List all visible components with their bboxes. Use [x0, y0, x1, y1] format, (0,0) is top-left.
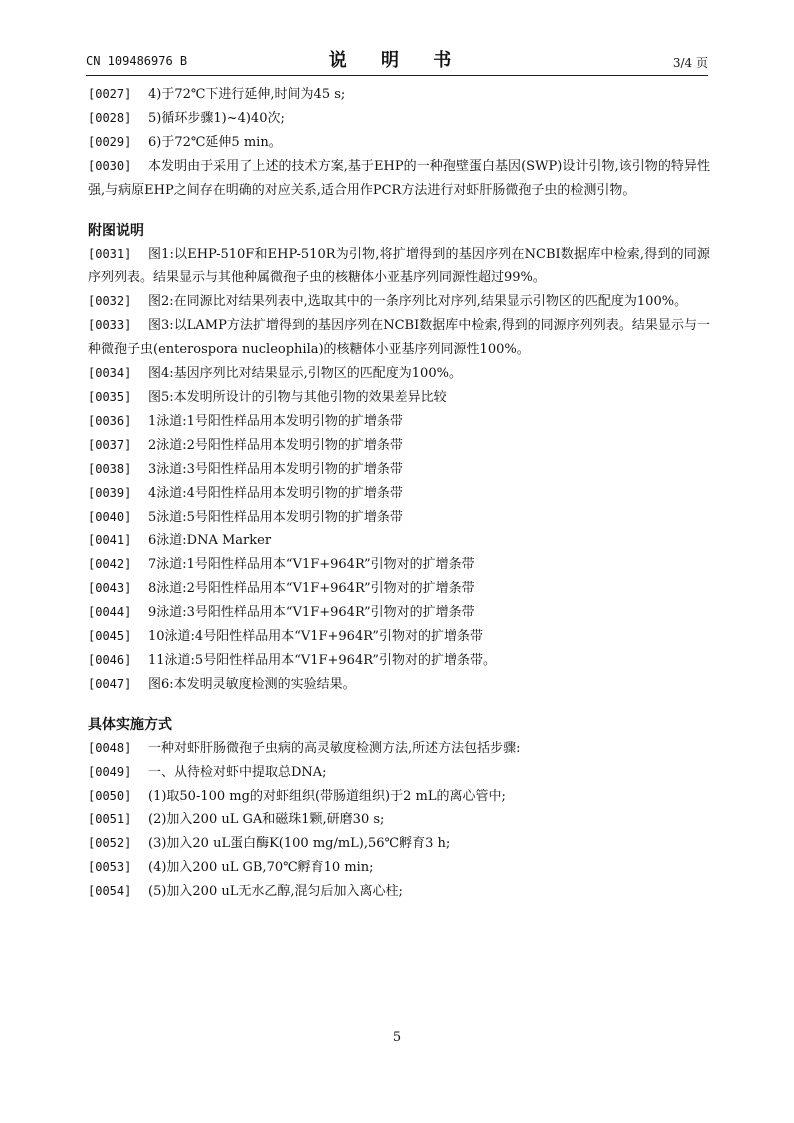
paragraph-text: 一、从待检对虾中提取总DNA;	[148, 764, 327, 780]
paragraph-number: [0038]	[88, 461, 132, 476]
paragraph-number: [0029]	[88, 134, 132, 149]
paragraph-number: [0042]	[88, 557, 132, 572]
paragraph	[88, 458, 710, 482]
paragraph-text: (3)加入20 uL蛋白酶K(100 mg/mL),56℃孵育3 h;	[148, 836, 451, 852]
paragraph-number: [0037]	[88, 437, 132, 452]
paragraph	[88, 601, 710, 625]
paragraph-text: 6)于72℃延伸5 min。	[148, 134, 282, 150]
paragraph-text: 图3:以LAMP方法扩增得到的基因序列在NCBI数据库中检索,得到的同源序列列表。结果显示与一种微孢子虫(enterospora nucleophila)的核糖体小亚基序列同源性100%。	[88, 318, 710, 358]
paragraph	[88, 290, 710, 314]
paragraph-number: [0054]	[88, 884, 132, 899]
paragraph-text: 5)循环步骤1)~4)40次;	[148, 110, 285, 126]
document-title: 说 明 书	[328, 50, 466, 71]
paragraph	[88, 808, 710, 832]
paragraph-number: [0043]	[88, 581, 132, 596]
paragraph-text: 2泳道:2号阳性样品用本发明引物的扩增条带	[148, 437, 403, 453]
paragraph-text: (1)取50-100 mg的对虾组织(带肠道组织)于2 mL的离心管中;	[148, 788, 506, 804]
paragraph	[88, 856, 710, 880]
paragraph-text: 图1:以EHP-510F和EHP-510R为引物,将扩增得到的基因序列在NCBI数据库中检索,得到的同源序列列表。结果显示与其他种属微孢子虫的核糖体小亚基序列同源性超过99%。	[88, 246, 710, 286]
paragraph	[88, 506, 710, 530]
paragraph-text: 3泳道:3号阳性样品用本发明引物的扩增条带	[148, 461, 403, 477]
paragraph	[88, 482, 710, 506]
paragraph-text: (4)加入200 uL GB,70℃孵育10 min;	[148, 860, 374, 876]
paragraph	[88, 673, 710, 697]
paragraph-number: [0032]	[88, 294, 132, 309]
paragraph	[88, 529, 710, 553]
paragraph	[88, 832, 710, 856]
paragraph-text: 一种对虾肝肠微孢子虫病的高灵敏度检测方法,所述方法包括步骤:	[148, 740, 521, 756]
paragraph	[88, 410, 710, 434]
page-number: 5	[392, 1030, 402, 1045]
paragraph-number: [0052]	[88, 836, 132, 851]
paragraph-text: 10泳道:4号阳性样品用本“V1F+964R”引物对的扩增条带	[148, 629, 483, 645]
paragraph-number: [0040]	[88, 509, 132, 524]
paragraph	[88, 362, 710, 386]
paragraph	[88, 577, 710, 601]
paragraph-number: [0049]	[88, 764, 132, 779]
paragraph-number: [0041]	[88, 533, 132, 548]
section-heading: 附图说明	[88, 222, 144, 239]
paragraph-number: [0050]	[88, 788, 132, 803]
paragraph-number: [0044]	[88, 605, 132, 620]
paragraph-number: [0046]	[88, 652, 132, 667]
paragraph-text: 本发明由于采用了上述的技术方案,基于EHP的一种孢壁蛋白基因(SWP)设计引物,该引物的特异性强,与病原EHP之间存在明确的对应关系,适合用作PCR方法进行对虾肝肠微孢子虫的检测引物。	[88, 158, 710, 198]
paragraph	[88, 649, 710, 673]
paragraph-number: [0035]	[88, 389, 132, 404]
paragraph	[88, 737, 710, 761]
paragraph-number: [0036]	[88, 413, 132, 428]
paragraph-number: [0053]	[88, 860, 132, 875]
paragraph-number: [0039]	[88, 485, 132, 500]
paragraph	[88, 785, 710, 809]
paragraph	[88, 880, 710, 904]
paragraph	[88, 83, 710, 107]
paragraph	[88, 625, 710, 649]
paragraph-number: [0027]	[88, 87, 132, 101]
paragraph	[88, 243, 710, 291]
paragraph-text: 6泳道:DNA Marker	[148, 533, 272, 549]
paragraph-number: [0031]	[88, 246, 132, 261]
paragraph	[88, 761, 710, 785]
section-heading: 具体实施方式	[88, 716, 172, 733]
paragraph	[88, 386, 710, 410]
paragraph-text: 图5:本发明所设计的引物与其他引物的效果差异比较	[148, 389, 447, 405]
paragraph-number: [0030]	[88, 158, 132, 173]
paragraph	[88, 434, 710, 458]
paragraph-number: [0051]	[88, 812, 132, 827]
page-info: 3/4 页	[672, 56, 708, 70]
paragraph-text: 4泳道:4号阳性样品用本发明引物的扩增条带	[148, 485, 403, 501]
paragraph	[88, 155, 710, 203]
paragraph-text: (5)加入200 uL无水乙醇,混匀后加入离心柱;	[148, 884, 403, 900]
paragraph-text: 1泳道:1号阳性样品用本发明引物的扩增条带	[148, 413, 403, 429]
paragraph-text: (2)加入200 uL GA和磁珠1颗,研磨30 s;	[148, 812, 385, 828]
paragraph-number: [0045]	[88, 629, 132, 644]
paragraph-text: 11泳道:5号阳性样品用本“V1F+964R”引物对的扩增条带。	[148, 652, 496, 668]
paragraph-text: 图6:本发明灵敏度检测的实验结果。	[148, 676, 356, 692]
paragraph	[88, 553, 710, 577]
header-divider	[86, 75, 708, 76]
paragraph-text: 9泳道:3号阳性样品用本“V1F+964R”引物对的扩增条带	[148, 605, 475, 621]
paragraph-number: [0048]	[88, 740, 132, 755]
paragraph-text: 7泳道:1号阳性样品用本“V1F+964R”引物对的扩增条带	[148, 557, 475, 573]
paragraph-number: [0028]	[88, 110, 132, 125]
paragraph	[88, 107, 710, 131]
paragraph	[88, 131, 710, 155]
paragraph-text: 5泳道:5号阳性样品用本发明引物的扩增条带	[148, 509, 403, 525]
paragraph-number: [0047]	[88, 676, 132, 691]
paragraph-text: 图2:在同源比对结果列表中,选取其中的一条序列比对序列,结果显示引物区的匹配度为100%。	[148, 294, 688, 310]
paragraph-text: 4)于72℃下进行延伸,时间为45 s;	[148, 87, 346, 102]
paragraph-number: [0033]	[88, 318, 132, 333]
page-header	[86, 44, 708, 74]
paragraph-text: 8泳道:2号阳性样品用本“V1F+964R”引物对的扩增条带	[148, 581, 475, 597]
document-body	[88, 83, 710, 904]
paragraph-text: 图4:基因序列比对结果显示,引物区的匹配度为100%。	[148, 366, 462, 382]
paragraph-number: [0034]	[88, 366, 132, 381]
patent-number: CN 109486976 B	[86, 54, 188, 68]
paragraph	[88, 314, 710, 362]
